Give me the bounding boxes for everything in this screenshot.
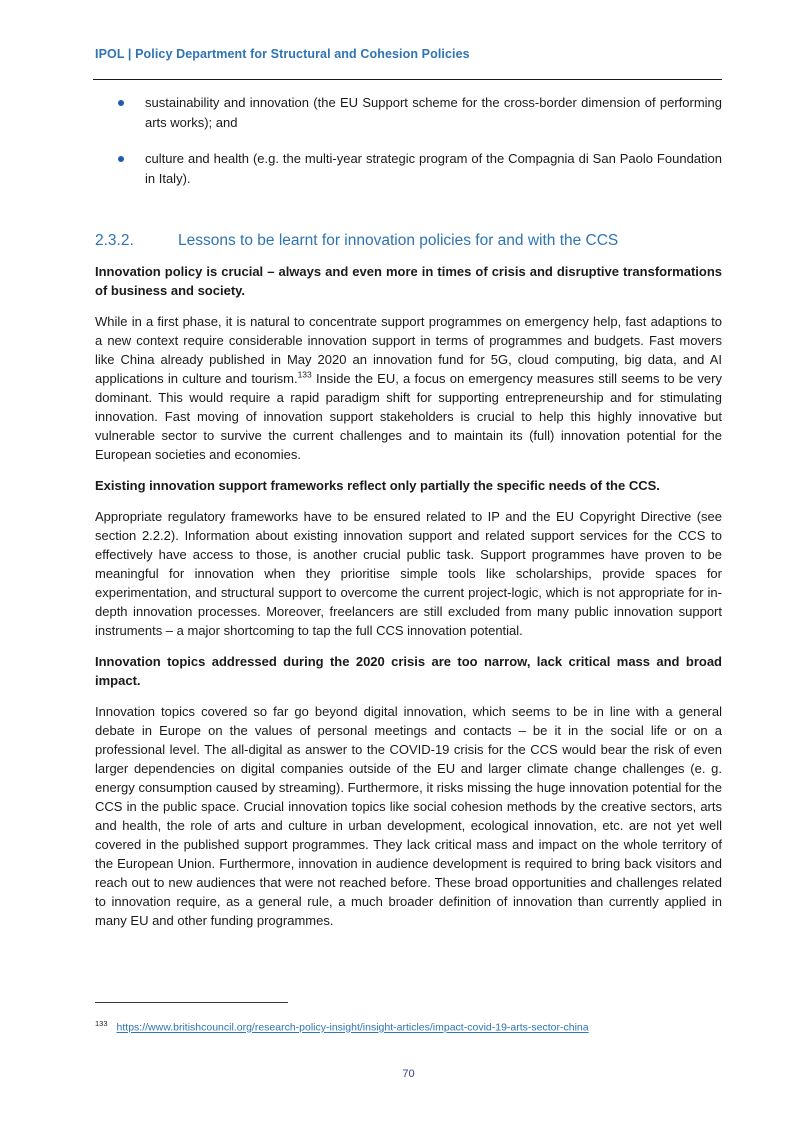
footnote-number: 133 [95,1019,108,1028]
paragraph-text-before-footnote: While in a first phase, it is natural to concentrate support programmes on emergency help, fast adaptions to a new context require considerable innovation support in terms of programmes and budgets. Fast movers like China already published in May 2020 an innovation fund for 5G, cloud computing, big data, and AI applications in culture and tourism. [95,314,722,386]
list-item-text: sustainability and innovation (the EU Support scheme for the cross-border dimension of performing arts works); and [145,95,722,130]
footnote-section [95,1002,722,1035]
footnote-divider [95,1002,288,1003]
section-heading [95,231,722,251]
report-header-title: IPOL | Policy Department for Structural and Cohesion Policies [95,47,470,61]
bold-statement-innovation-policy: Innovation policy is crucial – always and even more in times of crisis and disruptive transformations of business and society. [95,264,722,298]
bullet-icon [118,156,124,162]
body-paragraph-first-phase [95,312,722,464]
page-number: 70 [402,1068,415,1080]
section-title: Lessons to be learnt for innovation policies for and with the CCS [178,232,619,249]
footnote-url-link[interactable]: https://www.britishcouncil.org/research-policy-insight/insight-articles/impact-covid-19-arts-sector-china [116,1021,589,1034]
body-paragraph-regulatory-frameworks: Appropriate regulatory frameworks have to be ensured related to IP and the EU Copyright Directive (see section 2.2.2). Information about existing innovation support and related support services for the CCS to effectively have access to those, is another crucial public task. Support programmes have proven to be meaningful for innovation when they prioritise simple tools like scholarships, provide spaces for experimentation, and structural support to overcome the current project-logic, which is not appropriate for in-depth innovation processes. Moreover, freelancers are still excluded from many public innovation support instruments – a major shortcoming to tap the full CCS innovation potential. [95,509,722,638]
page-body [95,93,722,942]
section-number: 2.3.2. [95,232,134,249]
list-item [95,93,722,133]
bullet-icon [118,100,124,106]
list-item-text: culture and health (e.g. the multi-year strategic program of the Compagnia di San Paolo Foundation in Italy). [145,151,722,186]
header-divider [93,79,722,80]
bold-statement-innovation-topics: Innovation topics addressed during the 2020 crisis are too narrow, lack critical mass and broad impact. [95,654,722,688]
paragraph-text-after-footnote: Inside the EU, a focus on emergency measures still seems to be very dominant. This would require a rapid paradigm shift for supporting entrepreneurship and for stimulating innovation. Fast moving of innovation support stakeholders is crucial to help this highly innovative but vulnerable sector to survive the current challenges and to maintain its (full) innovation potential for the European societies and economies. [95,371,722,462]
body-paragraph-innovation-topics: Innovation topics covered so far go beyond digital innovation, which seems to be in line with a general debate in Europe on the values of personal meetings and contacts – be it in the social life or on a professional level. The all-digital as answer to the COVID-19 crisis for the CCS would bear the risk of even larger dependencies on digital companies outside of the EU and larger climate change challenges (e. g. energy consumption caused by streaming). Furthermore, it risks missing the huge innovation potential for the CCS in the public space. Crucial innovation topics like social cohesion methods by the creative sectors, arts and health, the role of arts and culture in urban development, ecological innovation, etc. are not yet well covered in the published support programmes. They lack critical mass and impact on the whole territory of the European Union. Furthermore, innovation in audience development is required to bring back visitors and reach out to new audiences that were not reached before. These broad opportunities and challenges related to innovation require, as a general rule, a much broader definition of innovation than currently applied in many EU and other funding programmes. [95,704,722,928]
bold-statement-existing-frameworks: Existing innovation support frameworks reflect only partially the specific needs of the CCS. [95,478,660,493]
list-item [95,149,722,189]
footnote-entry [95,1017,722,1035]
footnote-reference-133: 133 [297,369,312,380]
